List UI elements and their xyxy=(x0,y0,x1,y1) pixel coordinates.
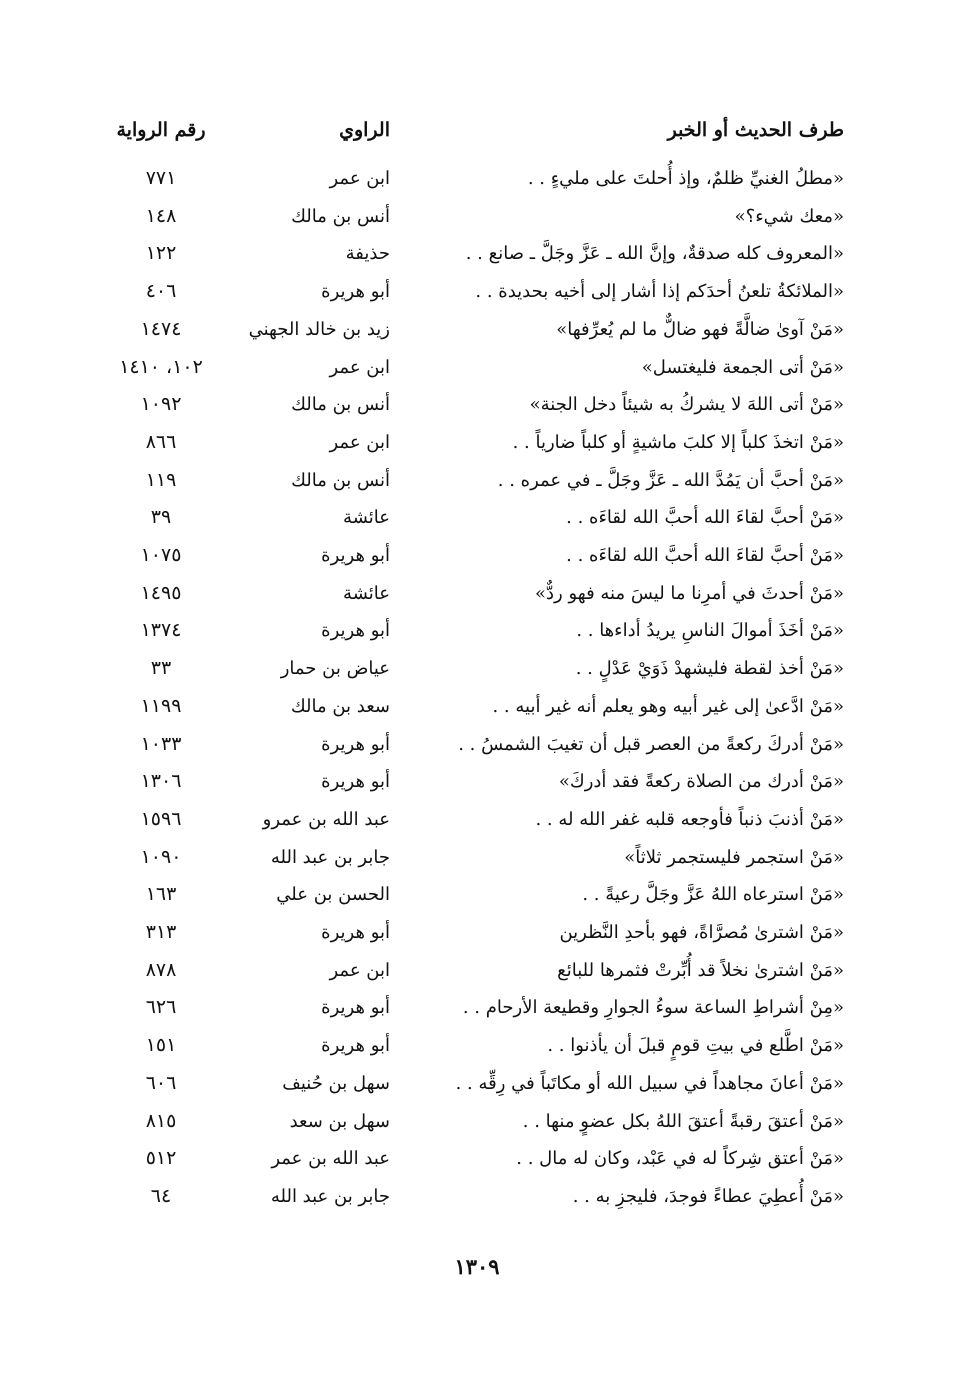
hadith-text: «مَنْ اتخذَ كلباً إلا كلبَ ماشيةٍ أو كلباً ضارياً . . xyxy=(512,431,844,453)
table-row xyxy=(0,952,954,989)
table-row xyxy=(0,801,954,838)
table-row xyxy=(0,688,954,725)
narrator-name: عياض بن حمار xyxy=(280,658,390,680)
narration-number: ١٥٩٦ xyxy=(140,807,182,830)
table-row xyxy=(0,1178,954,1215)
narration-number: ٤٠٦ xyxy=(145,280,177,303)
narration-number: ١٦٣ xyxy=(145,883,177,906)
narrator-name: عبد الله بن عمر xyxy=(271,1148,390,1170)
narrator-name: ابن عمر xyxy=(329,431,390,453)
hadith-text: «مَنْ أذنبَ ذنباً فأوجعه قلبه غفر الله له . . xyxy=(535,808,844,830)
hadith-text: «مَنْ اشترىٰ نخلاً قد أُبِّرتْ فثمرها للبائع xyxy=(557,959,844,981)
narrator-name: عائشة xyxy=(343,582,390,604)
narration-number: ٣١٣ xyxy=(145,921,177,943)
narration-number: ١٠٣٣ xyxy=(140,732,182,755)
narrator-name: أبو هريرة xyxy=(321,997,390,1019)
narrator-column-header: الراوي xyxy=(339,119,390,141)
narrator-name: أبو هريرة xyxy=(321,545,390,566)
narrator-name: الحسن بن علي xyxy=(276,884,390,906)
hadith-text: «مَنْ استجمر فليستجمر ثلاثاً» xyxy=(624,846,844,868)
narrator-name: عبد الله بن عمرو xyxy=(262,808,390,830)
table-row xyxy=(0,989,954,1026)
narration-number: ١٤٧٤ xyxy=(140,317,182,340)
table-row xyxy=(0,1027,954,1064)
narration-number: ١٤٩٥ xyxy=(140,581,182,604)
hadith-text: «مَنْ أحبَّ لقاءَ الله أحبَّ الله لقاءَه . . xyxy=(566,545,844,566)
table-row xyxy=(0,424,954,461)
narration-number: ٨٧٨ xyxy=(145,958,177,981)
narrator-name: أبو هريرة xyxy=(321,281,390,303)
narrator-name: حذيفة xyxy=(345,243,390,265)
narrator-name: ابن عمر xyxy=(329,356,390,378)
hadith-text: «معك شيء؟» xyxy=(734,205,844,227)
column-header-row xyxy=(0,112,954,149)
hadith-text: «مَنْ أعتق شِركاً له في عَبْد، وكان له مال . . xyxy=(516,1148,844,1170)
table-row xyxy=(0,160,954,197)
table-row xyxy=(0,650,954,687)
narrator-name: أبو هريرة xyxy=(321,1035,390,1057)
hadith-text: «مَنْ اطَّلع في بيتِ قومٍ قبلَ أن يأذنوا . . xyxy=(547,1035,844,1057)
narration-number: ٧٧١ xyxy=(145,167,177,189)
narration-number: ١٠٢، ١٤١٠ xyxy=(119,355,203,378)
hadith-text: «مَنْ استرعاه اللهُ عَزَّ وجَلَّ رعيةً . . xyxy=(582,884,844,906)
narrator-name: سعد بن مالك xyxy=(290,695,390,717)
hadith-text: «المعروف كله صدقةٌ، وإنَّ الله ـ عَزَّ وجَلَّ ـ صانع . . xyxy=(465,243,844,265)
table-row xyxy=(0,499,954,536)
table-row xyxy=(0,198,954,235)
hadith-text: «مَنْ أعتقَ رقبةً أعتقَ اللهُ بكل عضوٍ منها . . xyxy=(522,1110,844,1132)
hadith-text: «مَنْ آوىٰ ضالَّةً فهو ضالٌّ ما لم يُعرِّفها» xyxy=(556,318,844,340)
table-row xyxy=(0,914,954,951)
narration-number: ١٢٢ xyxy=(145,242,177,265)
narration-number: ٣٩ xyxy=(150,506,172,529)
hadith-text: «مَنْ أتى الجمعة فليغتسل» xyxy=(641,356,844,378)
narration-number: ١٠٧٥ xyxy=(140,544,182,566)
hadith-text: «مطلُ الغنيِّ ظلمٌ، وإذ أُحلتَ على مليءٍ . . xyxy=(527,168,844,189)
table-row xyxy=(0,386,954,423)
narration-number: ٨١٥ xyxy=(145,1109,177,1132)
hadith-text: «مَنْ ادَّعىٰ إلى غير أبيه وهو يعلم أنه غير أبيه . . xyxy=(492,695,844,717)
narration-number: ١١٩ xyxy=(145,468,177,491)
table-row xyxy=(0,537,954,574)
narrator-name: أبو هريرة xyxy=(321,733,390,755)
table-row xyxy=(0,839,954,876)
hadith-text: «مَنْ أدركَ ركعةً من العصر قبل أن تغيبَ الشمسُ . . xyxy=(458,733,844,755)
table-row xyxy=(0,1103,954,1140)
narration-number: ١٤٨ xyxy=(145,204,177,227)
narration-number: ١٣٧٤ xyxy=(140,619,182,642)
table-row xyxy=(0,726,954,763)
table-row xyxy=(0,462,954,499)
narrator-name: أبو هريرة xyxy=(321,771,390,793)
hadith-text: «مَنْ اشترىٰ مُصرَّاةً، فهو بأحدِ النَّظرين xyxy=(559,922,844,943)
table-row xyxy=(0,876,954,913)
number-column-header: رقم الرواية xyxy=(116,119,206,141)
narration-number: ١١٩٩ xyxy=(140,694,182,717)
hadith-text: «مَنْ أحدثَ في أمرِنا ما ليسَ منه فهو ردٌّ» xyxy=(535,582,844,604)
narration-number: ٦٤ xyxy=(150,1184,172,1207)
table-row xyxy=(0,763,954,800)
hadith-text: «مَنْ أحبَّ أن يَمُدَّ الله ـ عَزَّ وجَلَّ ـ في عمره . . xyxy=(497,469,844,491)
narrator-name: ابن عمر xyxy=(329,168,390,189)
table-row xyxy=(0,311,954,348)
narrator-name: ابن عمر xyxy=(329,959,390,981)
table-row xyxy=(0,612,954,649)
narration-number: ٨٦٦ xyxy=(145,430,177,453)
hadith-text: «مَنْ أتى اللهَ لا يشركُ به شيئاً دخل الجنة» xyxy=(529,394,844,416)
narrator-name: عائشة xyxy=(343,507,390,529)
hadith-text: «مِنْ أشراطِ الساعة سوءُ الجوارِ وقطيعة الأرحام . . xyxy=(462,997,844,1019)
narrator-name: أنس بن مالك xyxy=(291,469,390,491)
table-row xyxy=(0,1140,954,1177)
narrator-name: سهل بن حُنيف xyxy=(282,1072,390,1094)
narration-number: ٦٠٦ xyxy=(145,1071,177,1094)
narration-number: ١٥١ xyxy=(145,1034,177,1057)
narrator-name: أبو هريرة xyxy=(321,620,390,642)
narrator-name: أبو هريرة xyxy=(321,922,390,943)
narrator-name: جابر بن عبد الله xyxy=(270,1185,390,1207)
table-row xyxy=(0,349,954,386)
table-row xyxy=(0,1065,954,1102)
table-row xyxy=(0,235,954,272)
narration-number: ١٣٠٦ xyxy=(140,770,182,793)
narrator-name: جابر بن عبد الله xyxy=(270,846,390,868)
hadith-text: «مَنْ أخذ لقطة فليشهدْ ذَوَيْ عَدْلٍ . . xyxy=(575,658,844,680)
narrator-name: زيد بن خالد الجهني xyxy=(248,318,390,340)
page-number: ١٣٠٩ xyxy=(454,1254,500,1279)
hadith-column-header: طرف الحديث أو الخبر xyxy=(667,119,844,141)
table-row xyxy=(0,575,954,612)
hadith-text: «الملائكةُ تلعنُ أحدَكم إذا أشار إلى أخيه بحديدة . . xyxy=(475,281,844,303)
hadith-text: «مَنْ أدرك من الصلاة ركعةً فقد أدركَ» xyxy=(558,771,844,793)
narrator-name: سهل بن سعد xyxy=(289,1110,390,1132)
hadith-text: «مَنْ أخَذَ أموالَ الناسِ يريدُ أداءها . . xyxy=(576,620,844,642)
table-row xyxy=(0,273,954,310)
hadith-text: «مَنْ أحبَّ لقاءَ الله أحبَّ الله لقاءَه . . xyxy=(566,507,844,529)
hadith-text: «مَنْ أُعطِيَ عطاءً فوجدَ، فليجزِ به . . xyxy=(572,1185,844,1207)
hadith-text: «مَنْ أعانَ مجاهداً في سبيل الله أو مكاتَباً في رِقِّه . . xyxy=(455,1072,844,1094)
narration-number: ١٠٩٠ xyxy=(140,845,182,868)
narration-number: ١٠٩٢ xyxy=(140,393,182,416)
narrator-name: أنس بن مالك xyxy=(291,205,390,227)
narrator-name: أنس بن مالك xyxy=(291,394,390,416)
narration-number: ٣٣ xyxy=(150,657,172,680)
narration-number: ٥١٢ xyxy=(145,1147,177,1170)
narration-number: ٦٢٦ xyxy=(145,996,177,1019)
